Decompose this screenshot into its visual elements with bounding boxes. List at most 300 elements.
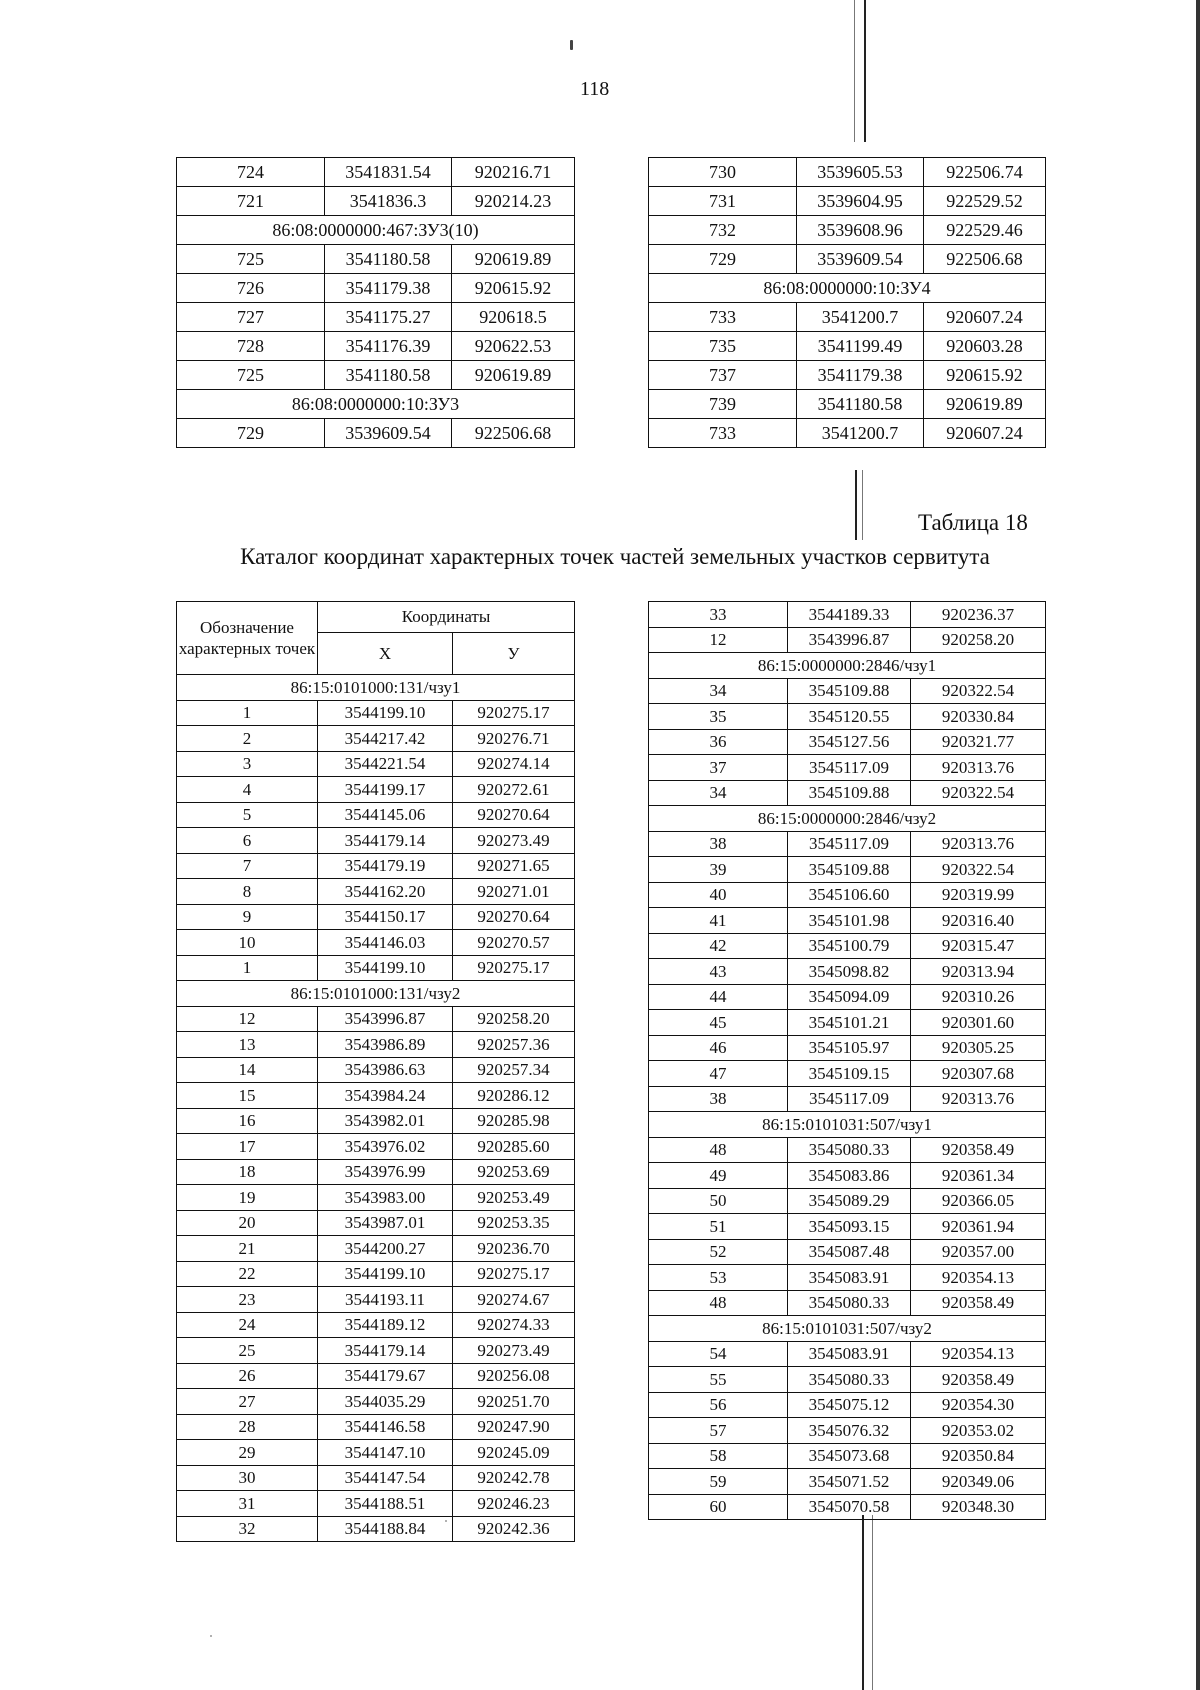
- point-number-cell: 26: [177, 1363, 318, 1389]
- point-number-cell: 52: [649, 1239, 788, 1265]
- x-coordinate-cell: 3543986.63: [318, 1057, 453, 1083]
- x-coordinate-cell: 3545109.88: [788, 857, 911, 883]
- y-coordinate-cell: 920272.61: [453, 777, 575, 803]
- cadastral-number: 86:15:0000000:2846/чзу2: [649, 806, 1046, 832]
- y-coordinate-cell: 920258.20: [911, 627, 1046, 653]
- point-number-cell: 54: [649, 1341, 788, 1367]
- y-coordinate-cell: 920315.47: [911, 933, 1046, 959]
- table-row: [177, 1210, 575, 1236]
- x-coordinate-cell: 3544179.14: [318, 828, 453, 854]
- x-coordinate-cell: 3545109.15: [788, 1061, 911, 1087]
- table-row: [649, 1494, 1046, 1520]
- y-coordinate-cell: 920619.89: [924, 390, 1046, 419]
- header-coordinates: Координаты: [318, 602, 575, 633]
- group-row: [177, 675, 575, 701]
- y-coordinate-cell: 920350.84: [911, 1443, 1046, 1469]
- y-coordinate-cell: 920271.65: [453, 853, 575, 879]
- coordinates-table-top-left: [176, 157, 575, 448]
- x-coordinate-cell: 3543986.89: [318, 1032, 453, 1058]
- table-row: [177, 1134, 575, 1160]
- table-row: [177, 1363, 575, 1389]
- point-number-cell: 5: [177, 802, 318, 828]
- y-coordinate-cell: 920274.33: [453, 1312, 575, 1338]
- x-coordinate-cell: 3545083.91: [788, 1265, 911, 1291]
- table-row: [649, 831, 1046, 857]
- table-row: [177, 187, 575, 216]
- y-coordinate-cell: 922506.68: [452, 419, 575, 448]
- table-row: [177, 1159, 575, 1185]
- y-coordinate-cell: 920313.76: [911, 755, 1046, 781]
- y-coordinate-cell: 920257.34: [453, 1057, 575, 1083]
- y-coordinate-cell: 920322.54: [911, 780, 1046, 806]
- group-row: [649, 274, 1046, 303]
- table-row: [649, 1163, 1046, 1189]
- x-coordinate-cell: 3543984.24: [318, 1083, 453, 1109]
- point-number-cell: 735: [649, 332, 797, 361]
- table-row: [177, 1338, 575, 1364]
- point-number-cell: 47: [649, 1061, 788, 1087]
- x-coordinate-cell: 3545083.91: [788, 1341, 911, 1367]
- point-number-cell: 6: [177, 828, 318, 854]
- y-coordinate-cell: 920251.70: [453, 1389, 575, 1415]
- x-coordinate-cell: 3539609.54: [797, 245, 924, 274]
- point-number-cell: 730: [649, 158, 797, 187]
- y-coordinate-cell: 920274.67: [453, 1287, 575, 1313]
- y-coordinate-cell: 920253.49: [453, 1185, 575, 1211]
- table-body: [649, 158, 1046, 448]
- table-body: [649, 602, 1046, 1520]
- table-row: [177, 879, 575, 905]
- table-row: [177, 419, 575, 448]
- table-row: [177, 930, 575, 956]
- table-row: [177, 726, 575, 752]
- point-number-cell: 30: [177, 1465, 318, 1491]
- table-row: [649, 1035, 1046, 1061]
- x-coordinate-cell: 3544200.27: [318, 1236, 453, 1262]
- table-row: [649, 419, 1046, 448]
- page-number: 118: [580, 78, 610, 100]
- cadastral-number: 86:08:0000000:10:ЗУ3: [177, 390, 575, 419]
- table-row: [177, 1287, 575, 1313]
- x-coordinate-cell: 3543996.87: [788, 627, 911, 653]
- x-coordinate-cell: 3545120.55: [788, 704, 911, 730]
- table-row: [177, 955, 575, 981]
- x-coordinate-cell: 3545101.98: [788, 908, 911, 934]
- point-number-cell: 733: [649, 419, 797, 448]
- scan-edge-line: [872, 1515, 873, 1690]
- x-coordinate-cell: 3544221.54: [318, 751, 453, 777]
- point-number-cell: 43: [649, 959, 788, 985]
- x-coordinate-cell: 3545101.21: [788, 1010, 911, 1036]
- point-number-cell: 22: [177, 1261, 318, 1287]
- point-number-cell: 14: [177, 1057, 318, 1083]
- scan-edge-line: [862, 1515, 864, 1690]
- x-coordinate-cell: 3545087.48: [788, 1239, 911, 1265]
- point-number-cell: 8: [177, 879, 318, 905]
- table-row: [177, 700, 575, 726]
- point-number-cell: 725: [177, 245, 325, 274]
- x-coordinate-cell: 3544179.67: [318, 1363, 453, 1389]
- x-coordinate-cell: 3545109.88: [788, 780, 911, 806]
- y-coordinate-cell: 920321.77: [911, 729, 1046, 755]
- point-number-cell: 23: [177, 1287, 318, 1313]
- table-row: [177, 777, 575, 803]
- table-row: [649, 187, 1046, 216]
- point-number-cell: 1: [177, 700, 318, 726]
- point-number-cell: 729: [649, 245, 797, 274]
- x-coordinate-cell: 3543987.01: [318, 1210, 453, 1236]
- table-row: [177, 245, 575, 274]
- y-coordinate-cell: 920216.71: [452, 158, 575, 187]
- y-coordinate-cell: 920236.37: [911, 602, 1046, 628]
- point-number-cell: 10: [177, 930, 318, 956]
- table-row: [649, 755, 1046, 781]
- table-row: [649, 1367, 1046, 1393]
- table-row: [177, 1032, 575, 1058]
- table-row: [649, 959, 1046, 985]
- x-coordinate-cell: 3544188.51: [318, 1491, 453, 1517]
- point-number-cell: 59: [649, 1469, 788, 1495]
- x-coordinate-cell: 3539609.54: [325, 419, 452, 448]
- table-row: [649, 627, 1046, 653]
- x-coordinate-cell: 3544146.03: [318, 930, 453, 956]
- table-row: [649, 780, 1046, 806]
- table-row: [649, 1239, 1046, 1265]
- y-coordinate-cell: 920307.68: [911, 1061, 1046, 1087]
- table-row: [177, 332, 575, 361]
- point-number-cell: 42: [649, 933, 788, 959]
- table-row: [649, 857, 1046, 883]
- y-coordinate-cell: 920358.49: [911, 1367, 1046, 1393]
- x-coordinate-cell: 3543976.99: [318, 1159, 453, 1185]
- scan-edge-line: [1196, 0, 1200, 1690]
- x-coordinate-cell: 3545076.32: [788, 1418, 911, 1444]
- point-number-cell: 28: [177, 1414, 318, 1440]
- point-number-cell: 36: [649, 729, 788, 755]
- group-row: [177, 981, 575, 1007]
- point-number-cell: 4: [177, 777, 318, 803]
- table-row: [649, 933, 1046, 959]
- scan-edge-line: [854, 0, 855, 142]
- y-coordinate-cell: 922506.68: [924, 245, 1046, 274]
- coordinates-table-top-right: [648, 157, 1046, 448]
- table-row: [649, 1086, 1046, 1112]
- table-row: [649, 303, 1046, 332]
- y-coordinate-cell: 920275.17: [453, 1261, 575, 1287]
- point-number-cell: 37: [649, 755, 788, 781]
- x-coordinate-cell: 3545089.29: [788, 1188, 911, 1214]
- y-coordinate-cell: 920275.17: [453, 955, 575, 981]
- x-coordinate-cell: 3545093.15: [788, 1214, 911, 1240]
- table-row: [649, 678, 1046, 704]
- table-row: [649, 361, 1046, 390]
- point-number-cell: 40: [649, 882, 788, 908]
- x-coordinate-cell: 3544147.54: [318, 1465, 453, 1491]
- y-coordinate-cell: 920607.24: [924, 303, 1046, 332]
- x-coordinate-cell: 3545070.58: [788, 1494, 911, 1520]
- x-coordinate-cell: 3545075.12: [788, 1392, 911, 1418]
- y-coordinate-cell: 920253.35: [453, 1210, 575, 1236]
- y-coordinate-cell: 920286.12: [453, 1083, 575, 1109]
- cadastral-number: 86:15:0101031:507/чзу2: [649, 1316, 1046, 1342]
- x-coordinate-cell: 3541199.49: [797, 332, 924, 361]
- y-coordinate-cell: 920354.13: [911, 1341, 1046, 1367]
- y-coordinate-cell: 920358.49: [911, 1137, 1046, 1163]
- x-coordinate-cell: 3539608.96: [797, 216, 924, 245]
- point-number-cell: 19: [177, 1185, 318, 1211]
- table-row: [649, 216, 1046, 245]
- table-row: [177, 853, 575, 879]
- point-number-cell: 49: [649, 1163, 788, 1189]
- x-coordinate-cell: 3541180.58: [325, 361, 452, 390]
- point-number-cell: 56: [649, 1392, 788, 1418]
- cadastral-number: 86:08:0000000:467:ЗУ3(10): [177, 216, 575, 245]
- point-number-cell: 737: [649, 361, 797, 390]
- x-coordinate-cell: 3545105.97: [788, 1035, 911, 1061]
- table-row: [177, 1236, 575, 1262]
- point-number-cell: 27: [177, 1389, 318, 1415]
- x-coordinate-cell: 3541200.7: [797, 419, 924, 448]
- point-number-cell: 25: [177, 1338, 318, 1364]
- table-row: [649, 1010, 1046, 1036]
- point-number-cell: 50: [649, 1188, 788, 1214]
- point-number-cell: 17: [177, 1134, 318, 1160]
- point-number-cell: 45: [649, 1010, 788, 1036]
- point-number-cell: 3: [177, 751, 318, 777]
- point-number-cell: 53: [649, 1265, 788, 1291]
- point-number-cell: 29: [177, 1440, 318, 1466]
- table-number-label: Таблица 18: [918, 510, 1028, 535]
- table-row: [177, 274, 575, 303]
- table-row: [177, 303, 575, 332]
- y-coordinate-cell: 920270.64: [453, 802, 575, 828]
- table-row: [177, 1516, 575, 1542]
- point-number-cell: 21: [177, 1236, 318, 1262]
- x-coordinate-cell: 3545094.09: [788, 984, 911, 1010]
- point-number-cell: 733: [649, 303, 797, 332]
- x-coordinate-cell: 3544179.19: [318, 853, 453, 879]
- x-coordinate-cell: 3543982.01: [318, 1108, 453, 1134]
- x-coordinate-cell: 3544199.10: [318, 955, 453, 981]
- point-number-cell: 739: [649, 390, 797, 419]
- header-x: X: [318, 633, 453, 675]
- table-row: [649, 704, 1046, 730]
- y-coordinate-cell: 920305.25: [911, 1035, 1046, 1061]
- y-coordinate-cell: 920274.14: [453, 751, 575, 777]
- x-coordinate-cell: 3544035.29: [318, 1389, 453, 1415]
- x-coordinate-cell: 3543996.87: [318, 1006, 453, 1032]
- table-row: [177, 802, 575, 828]
- x-coordinate-cell: 3545098.82: [788, 959, 911, 985]
- x-coordinate-cell: 3541836.3: [325, 187, 452, 216]
- scan-speck: [210, 1635, 212, 1637]
- table-row: [649, 1392, 1046, 1418]
- x-coordinate-cell: 3544162.20: [318, 879, 453, 905]
- table-row: [177, 904, 575, 930]
- point-number-cell: 18: [177, 1159, 318, 1185]
- scan-edge-line: [855, 470, 857, 540]
- table-row: [649, 1188, 1046, 1214]
- header-designation: Обозначение характерных точек: [177, 602, 318, 675]
- table-row: [177, 828, 575, 854]
- y-coordinate-cell: 920361.94: [911, 1214, 1046, 1240]
- point-number-cell: 33: [649, 602, 788, 628]
- x-coordinate-cell: 3544145.06: [318, 802, 453, 828]
- x-coordinate-cell: 3544146.58: [318, 1414, 453, 1440]
- point-number-cell: 38: [649, 831, 788, 857]
- y-coordinate-cell: 920236.70: [453, 1236, 575, 1262]
- group-row: [177, 216, 575, 245]
- y-coordinate-cell: 920310.26: [911, 984, 1046, 1010]
- y-coordinate-cell: 920246.23: [453, 1491, 575, 1517]
- point-number-cell: 24: [177, 1312, 318, 1338]
- y-coordinate-cell: 920313.76: [911, 831, 1046, 857]
- table-row: [649, 1137, 1046, 1163]
- x-coordinate-cell: 3544217.42: [318, 726, 453, 752]
- point-number-cell: 48: [649, 1137, 788, 1163]
- table-row: [177, 1261, 575, 1287]
- point-number-cell: 55: [649, 1367, 788, 1393]
- y-coordinate-cell: 920354.13: [911, 1265, 1046, 1291]
- table-row: [649, 1418, 1046, 1444]
- x-coordinate-cell: 3539604.95: [797, 187, 924, 216]
- y-coordinate-cell: 920348.30: [911, 1494, 1046, 1520]
- y-coordinate-cell: 920247.90: [453, 1414, 575, 1440]
- y-coordinate-cell: 920256.08: [453, 1363, 575, 1389]
- y-coordinate-cell: 920301.60: [911, 1010, 1046, 1036]
- table-row: [177, 1312, 575, 1338]
- x-coordinate-cell: 3541180.58: [325, 245, 452, 274]
- y-coordinate-cell: 920273.49: [453, 1338, 575, 1364]
- x-coordinate-cell: 3544193.11: [318, 1287, 453, 1313]
- y-coordinate-cell: 920361.34: [911, 1163, 1046, 1189]
- point-number-cell: 731: [649, 187, 797, 216]
- x-coordinate-cell: 3545071.52: [788, 1469, 911, 1495]
- y-coordinate-cell: 920619.89: [452, 361, 575, 390]
- x-coordinate-cell: 3544189.33: [788, 602, 911, 628]
- point-number-cell: 38: [649, 1086, 788, 1112]
- point-number-cell: 732: [649, 216, 797, 245]
- y-coordinate-cell: 920366.05: [911, 1188, 1046, 1214]
- x-coordinate-cell: 3543983.00: [318, 1185, 453, 1211]
- y-coordinate-cell: 920245.09: [453, 1440, 575, 1466]
- y-coordinate-cell: 922529.52: [924, 187, 1046, 216]
- x-coordinate-cell: 3544199.17: [318, 777, 453, 803]
- point-number-cell: 12: [177, 1006, 318, 1032]
- table-row: [177, 1083, 575, 1109]
- y-coordinate-cell: 922529.46: [924, 216, 1046, 245]
- x-coordinate-cell: 3544199.10: [318, 700, 453, 726]
- table-row: [649, 729, 1046, 755]
- point-number-cell: 48: [649, 1290, 788, 1316]
- point-number-cell: 721: [177, 187, 325, 216]
- y-coordinate-cell: 920357.00: [911, 1239, 1046, 1265]
- table-row: [649, 390, 1046, 419]
- x-coordinate-cell: 3544147.10: [318, 1440, 453, 1466]
- y-coordinate-cell: 920319.99: [911, 882, 1046, 908]
- x-coordinate-cell: 3545080.33: [788, 1290, 911, 1316]
- y-coordinate-cell: 920285.98: [453, 1108, 575, 1134]
- x-coordinate-cell: 3545100.79: [788, 933, 911, 959]
- table-row: [649, 1061, 1046, 1087]
- x-coordinate-cell: 3541831.54: [325, 158, 452, 187]
- point-number-cell: 13: [177, 1032, 318, 1058]
- point-number-cell: 15: [177, 1083, 318, 1109]
- table-row: [177, 158, 575, 187]
- point-number-cell: 729: [177, 419, 325, 448]
- catalog-title: Каталог координат характерных точек частей земельных участков сервитута: [240, 544, 990, 569]
- scan-speck: [570, 40, 573, 50]
- point-number-cell: 31: [177, 1491, 318, 1517]
- point-number-cell: 725: [177, 361, 325, 390]
- y-coordinate-cell: 920615.92: [924, 361, 1046, 390]
- x-coordinate-cell: 3541176.39: [325, 332, 452, 361]
- y-coordinate-cell: 920619.89: [452, 245, 575, 274]
- x-coordinate-cell: 3544179.14: [318, 1338, 453, 1364]
- y-coordinate-cell: 920316.40: [911, 908, 1046, 934]
- x-coordinate-cell: 3541180.58: [797, 390, 924, 419]
- y-coordinate-cell: 920358.49: [911, 1290, 1046, 1316]
- point-number-cell: 9: [177, 904, 318, 930]
- y-coordinate-cell: 920322.54: [911, 678, 1046, 704]
- table-row: [177, 1057, 575, 1083]
- point-number-cell: 728: [177, 332, 325, 361]
- table-row: [649, 1341, 1046, 1367]
- cadastral-number: 86:15:0101031:507/чзу1: [649, 1112, 1046, 1138]
- group-row: [649, 1316, 1046, 1342]
- y-coordinate-cell: 920271.01: [453, 879, 575, 905]
- y-coordinate-cell: 920313.94: [911, 959, 1046, 985]
- y-coordinate-cell: 920242.78: [453, 1465, 575, 1491]
- x-coordinate-cell: 3541179.38: [325, 274, 452, 303]
- point-number-cell: 60: [649, 1494, 788, 1520]
- point-number-cell: 727: [177, 303, 325, 332]
- table-row: [649, 1214, 1046, 1240]
- group-row: [649, 1112, 1046, 1138]
- table-row: [177, 1006, 575, 1032]
- point-number-cell: 7: [177, 853, 318, 879]
- point-number-cell: 58: [649, 1443, 788, 1469]
- point-number-cell: 34: [649, 780, 788, 806]
- point-number-cell: 39: [649, 857, 788, 883]
- y-coordinate-cell: 920270.64: [453, 904, 575, 930]
- y-coordinate-cell: 920354.30: [911, 1392, 1046, 1418]
- group-row: [177, 390, 575, 419]
- table-row: [649, 908, 1046, 934]
- table-row: [177, 1491, 575, 1517]
- table-row: [177, 1465, 575, 1491]
- y-coordinate-cell: 920330.84: [911, 704, 1046, 730]
- table-row: [649, 245, 1046, 274]
- group-row: [649, 806, 1046, 832]
- x-coordinate-cell: 3544150.17: [318, 904, 453, 930]
- cadastral-number: 86:15:0000000:2846/чзу1: [649, 653, 1046, 679]
- y-coordinate-cell: 920349.06: [911, 1469, 1046, 1495]
- point-number-cell: 726: [177, 274, 325, 303]
- x-coordinate-cell: 3545106.60: [788, 882, 911, 908]
- table-row: [177, 1389, 575, 1415]
- x-coordinate-cell: 3545073.68: [788, 1443, 911, 1469]
- point-number-cell: 12: [649, 627, 788, 653]
- point-number-cell: 35: [649, 704, 788, 730]
- point-number-cell: 724: [177, 158, 325, 187]
- y-coordinate-cell: 920615.92: [452, 274, 575, 303]
- x-coordinate-cell: 3545117.09: [788, 1086, 911, 1112]
- table-body: [177, 158, 575, 448]
- table-row: [177, 1108, 575, 1134]
- table-row: [649, 332, 1046, 361]
- x-coordinate-cell: 3544189.12: [318, 1312, 453, 1338]
